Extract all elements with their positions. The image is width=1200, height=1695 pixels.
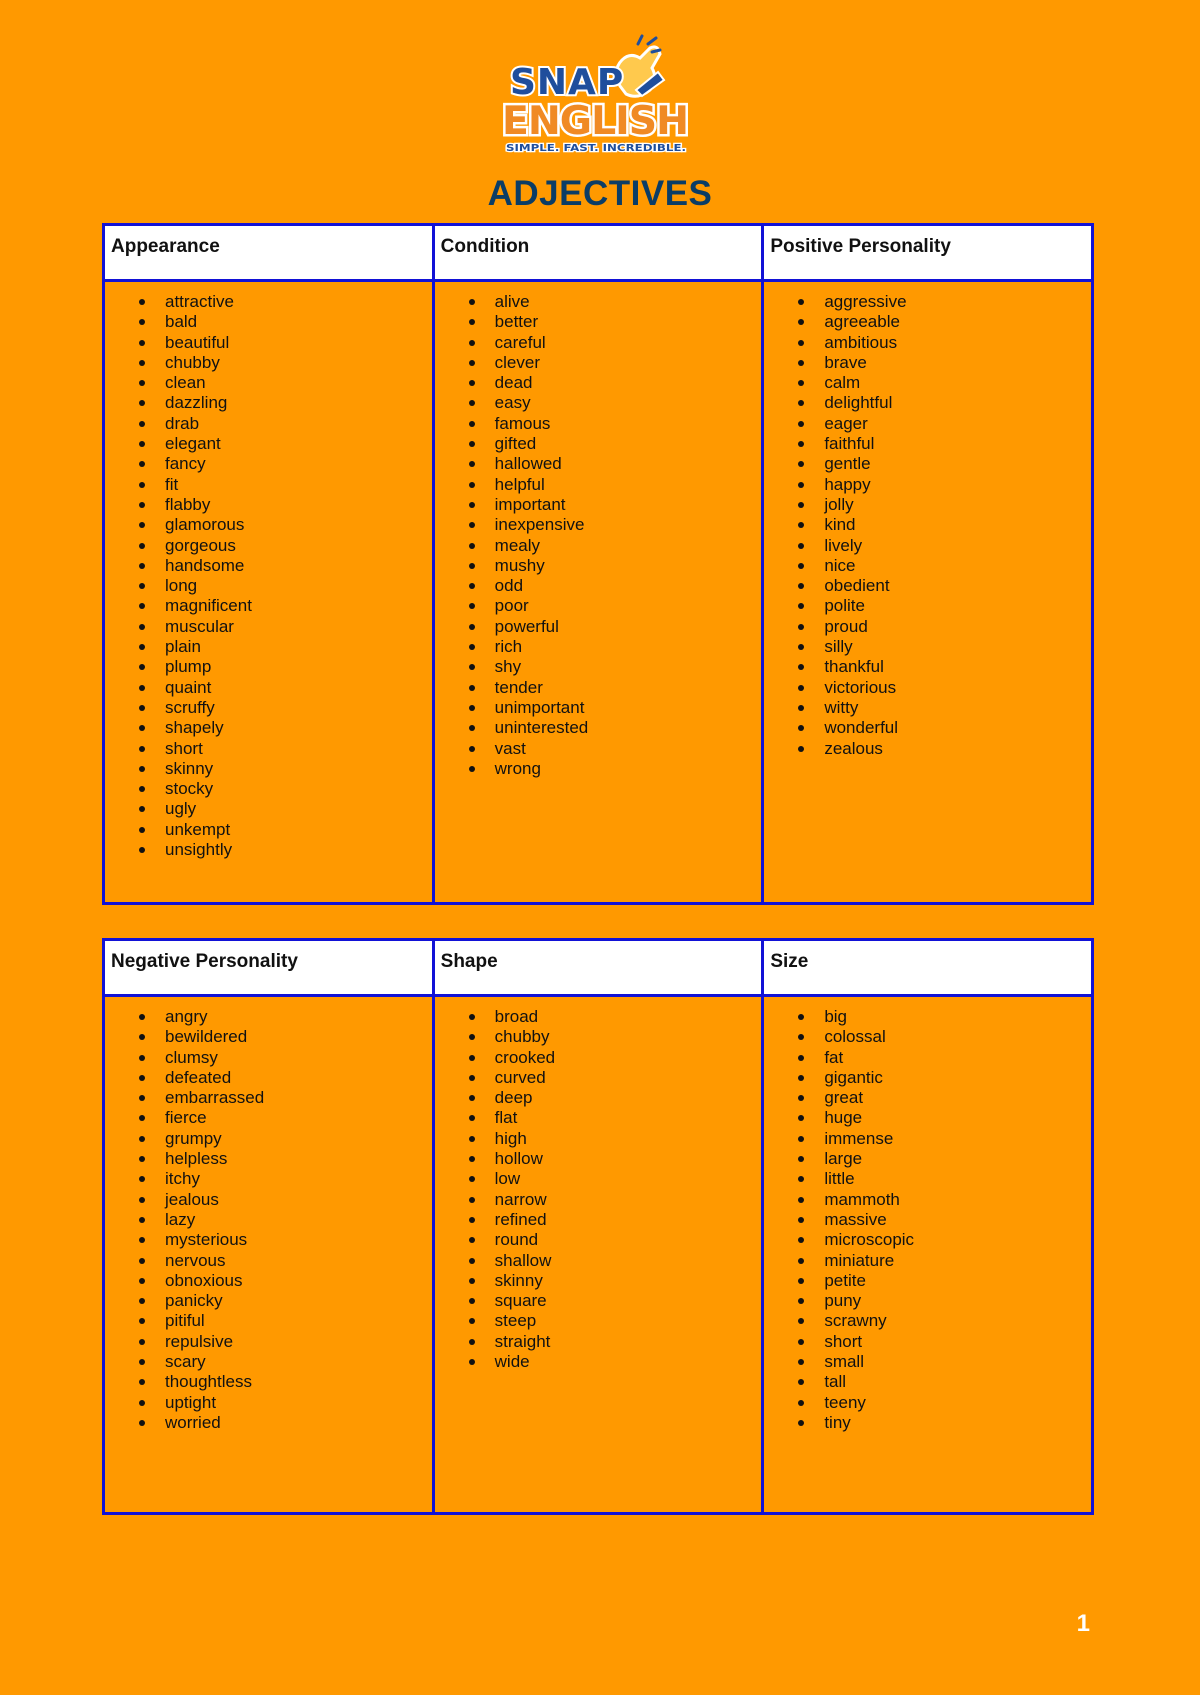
list-item: grumpy	[139, 1129, 432, 1149]
adjectives-table-bottom	[102, 938, 1094, 1515]
list-item: teeny	[798, 1393, 1091, 1413]
list-item: gigantic	[798, 1068, 1091, 1088]
adjectives-table-top	[102, 223, 1094, 905]
list-item: muscular	[139, 617, 432, 637]
list-item: flabby	[139, 495, 432, 515]
list-item: big	[798, 1007, 1091, 1027]
list-item: embarrassed	[139, 1088, 432, 1108]
list-item: round	[469, 1230, 762, 1250]
list-item: dead	[469, 373, 762, 393]
list-item: microscopic	[798, 1230, 1091, 1250]
list-item: silly	[798, 637, 1091, 657]
word-cell-negative-personality	[104, 996, 434, 1514]
list-item: vast	[469, 739, 762, 759]
list-item: small	[798, 1352, 1091, 1372]
list-item: famous	[469, 414, 762, 434]
list-item: repulsive	[139, 1332, 432, 1352]
column-header-positive-personality: Positive Personality	[763, 225, 1093, 281]
list-item: rich	[469, 637, 762, 657]
list-item: unimportant	[469, 698, 762, 718]
list-item: witty	[798, 698, 1091, 718]
list-item: wrong	[469, 759, 762, 779]
list-item: attractive	[139, 292, 432, 312]
list-item: square	[469, 1291, 762, 1311]
column-header-shape: Shape	[433, 940, 763, 996]
list-item: aggressive	[798, 292, 1091, 312]
column-header-condition: Condition	[433, 225, 763, 281]
list-item: refined	[469, 1210, 762, 1230]
list-item: scary	[139, 1352, 432, 1372]
page-title: ADJECTIVES	[487, 174, 713, 213]
list-item: mealy	[469, 536, 762, 556]
list-item: alive	[469, 292, 762, 312]
list-item: happy	[798, 475, 1091, 495]
word-cell-appearance	[104, 281, 434, 904]
list-item: fierce	[139, 1108, 432, 1128]
list-item: better	[469, 312, 762, 332]
list-item: clumsy	[139, 1048, 432, 1068]
word-list	[764, 292, 1091, 759]
list-item: plain	[139, 637, 432, 657]
logo-english-text: ENGLISH	[502, 99, 688, 144]
page-number: 1	[1076, 1610, 1090, 1637]
list-item: petite	[798, 1271, 1091, 1291]
list-item: lazy	[139, 1210, 432, 1230]
list-item: gentle	[798, 454, 1091, 474]
list-item: shallow	[469, 1251, 762, 1271]
list-item: helpless	[139, 1149, 432, 1169]
list-item: fit	[139, 475, 432, 495]
list-item: inexpensive	[469, 515, 762, 535]
list-item: long	[139, 576, 432, 596]
list-item: mushy	[469, 556, 762, 576]
list-item: panicky	[139, 1291, 432, 1311]
list-item: deep	[469, 1088, 762, 1108]
list-item: tiny	[798, 1413, 1091, 1433]
list-item: easy	[469, 393, 762, 413]
list-item: helpful	[469, 475, 762, 495]
list-item: pitiful	[139, 1311, 432, 1331]
list-item: skinny	[139, 759, 432, 779]
word-list	[435, 1007, 762, 1372]
list-item: large	[798, 1149, 1091, 1169]
list-item: thoughtless	[139, 1372, 432, 1392]
list-item: shapely	[139, 718, 432, 738]
list-item: miniature	[798, 1251, 1091, 1271]
list-item: mammoth	[798, 1190, 1091, 1210]
list-item: quaint	[139, 678, 432, 698]
list-item: hollow	[469, 1149, 762, 1169]
list-item: bald	[139, 312, 432, 332]
column-header-size: Size	[763, 940, 1093, 996]
list-item: victorious	[798, 678, 1091, 698]
list-item: clever	[469, 353, 762, 373]
list-item: immense	[798, 1129, 1091, 1149]
list-item: hallowed	[469, 454, 762, 474]
list-item: careful	[469, 333, 762, 353]
list-item: uptight	[139, 1393, 432, 1413]
logo-snap-text: SNAP	[510, 62, 625, 103]
list-item: ugly	[139, 799, 432, 819]
list-item: clean	[139, 373, 432, 393]
list-item: proud	[798, 617, 1091, 637]
list-item: plump	[139, 657, 432, 677]
list-item: tender	[469, 678, 762, 698]
list-item: little	[798, 1169, 1091, 1189]
list-item: lively	[798, 536, 1091, 556]
list-item: broad	[469, 1007, 762, 1027]
list-item: thankful	[798, 657, 1091, 677]
list-item: jolly	[798, 495, 1091, 515]
word-cell-size	[763, 996, 1093, 1514]
list-item: crooked	[469, 1048, 762, 1068]
list-item: huge	[798, 1108, 1091, 1128]
list-item: drab	[139, 414, 432, 434]
list-item: gorgeous	[139, 536, 432, 556]
list-item: scrawny	[798, 1311, 1091, 1331]
list-item: wide	[469, 1352, 762, 1372]
word-cell-condition	[433, 281, 763, 904]
list-item: nervous	[139, 1251, 432, 1271]
list-item: glamorous	[139, 515, 432, 535]
list-item: short	[798, 1332, 1091, 1352]
list-item: odd	[469, 576, 762, 596]
list-item: short	[139, 739, 432, 759]
list-item: mysterious	[139, 1230, 432, 1250]
list-item: handsome	[139, 556, 432, 576]
column-header-appearance: Appearance	[104, 225, 434, 281]
snap-english-logo	[500, 34, 700, 158]
list-item: narrow	[469, 1190, 762, 1210]
list-item: high	[469, 1129, 762, 1149]
word-list	[764, 1007, 1091, 1433]
list-item: tall	[798, 1372, 1091, 1392]
list-item: unsightly	[139, 840, 432, 860]
word-cell-positive-personality	[763, 281, 1093, 904]
list-item: itchy	[139, 1169, 432, 1189]
list-item: stocky	[139, 779, 432, 799]
list-item: curved	[469, 1068, 762, 1088]
list-item: low	[469, 1169, 762, 1189]
list-item: chubby	[469, 1027, 762, 1047]
list-item: important	[469, 495, 762, 515]
list-item: dazzling	[139, 393, 432, 413]
list-item: eager	[798, 414, 1091, 434]
list-item: straight	[469, 1332, 762, 1352]
list-item: obnoxious	[139, 1271, 432, 1291]
list-item: agreeable	[798, 312, 1091, 332]
list-item: wonderful	[798, 718, 1091, 738]
list-item: zealous	[798, 739, 1091, 759]
list-item: flat	[469, 1108, 762, 1128]
list-item: gifted	[469, 434, 762, 454]
list-item: kind	[798, 515, 1091, 535]
list-item: fat	[798, 1048, 1091, 1068]
word-cell-shape	[433, 996, 763, 1514]
list-item: brave	[798, 353, 1091, 373]
list-item: beautiful	[139, 333, 432, 353]
list-item: skinny	[469, 1271, 762, 1291]
list-item: defeated	[139, 1068, 432, 1088]
list-item: nice	[798, 556, 1091, 576]
list-item: ambitious	[798, 333, 1091, 353]
list-item: scruffy	[139, 698, 432, 718]
word-list	[105, 292, 432, 860]
list-item: unkempt	[139, 820, 432, 840]
list-item: fancy	[139, 454, 432, 474]
list-item: powerful	[469, 617, 762, 637]
list-item: steep	[469, 1311, 762, 1331]
word-list	[105, 1007, 432, 1433]
list-item: angry	[139, 1007, 432, 1027]
column-header-negative-personality: Negative Personality	[104, 940, 434, 996]
list-item: elegant	[139, 434, 432, 454]
list-item: bewildered	[139, 1027, 432, 1047]
list-item: worried	[139, 1413, 432, 1433]
logo-tagline: SIMPLE. FAST. INCREDIBLE.	[506, 143, 686, 154]
word-list	[435, 292, 762, 779]
list-item: shy	[469, 657, 762, 677]
list-item: chubby	[139, 353, 432, 373]
list-item: jealous	[139, 1190, 432, 1210]
list-item: polite	[798, 596, 1091, 616]
list-item: magnificent	[139, 596, 432, 616]
list-item: uninterested	[469, 718, 762, 738]
list-item: obedient	[798, 576, 1091, 596]
list-item: great	[798, 1088, 1091, 1108]
list-item: faithful	[798, 434, 1091, 454]
list-item: delightful	[798, 393, 1091, 413]
list-item: poor	[469, 596, 762, 616]
list-item: massive	[798, 1210, 1091, 1230]
list-item: calm	[798, 373, 1091, 393]
list-item: puny	[798, 1291, 1091, 1311]
list-item: colossal	[798, 1027, 1091, 1047]
